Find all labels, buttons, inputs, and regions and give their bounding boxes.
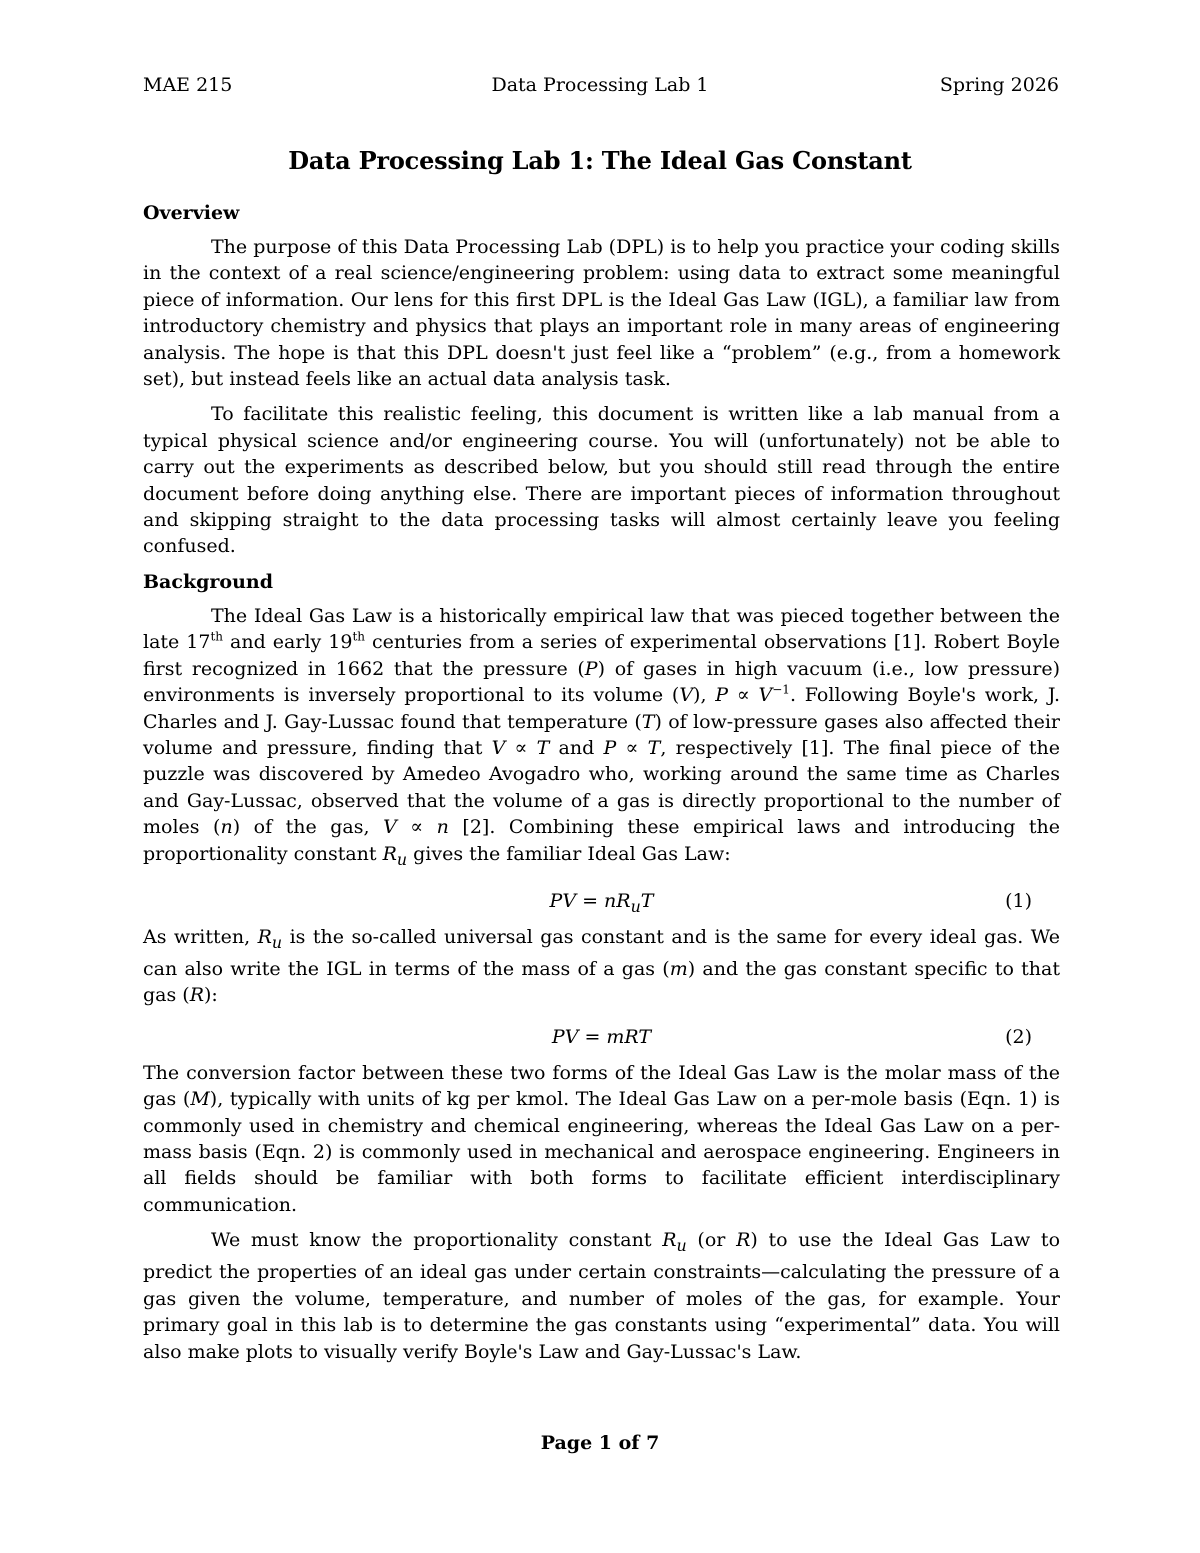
header-lab-name: Data Processing Lab 1 [491, 74, 709, 96]
header-course: MAE 215 [143, 74, 233, 96]
overview-heading: Overview [143, 202, 240, 224]
page-number: Page 1 of 7 [540, 1432, 660, 1454]
document-title: Data Processing Lab 1: The Ideal Gas Constant [288, 146, 912, 175]
background-paragraph-3: The conversion factor between these two forms of the Ideal Gas Law is the molar mass of the gas (M), typically with units of kg per kmol. The Ideal Gas Law on a per-mole basis (Eqn. 1) is commonly used in chemistry and chemical engineering, whereas the Ideal Gas Law on a per-mass basis (Eqn. 2) is commonly used in mechanical and aerospace engineering. Engineers in all fields should be familiar with both forms to facilitate efficient interdisciplinary communication. [143, 1061, 1060, 1216]
equation-1-number: (1) [1005, 889, 1032, 912]
header-term: Spring 2026 [939, 74, 1059, 96]
equation-1: PV = $nR_uT$ (1) [549, 889, 1032, 916]
background-paragraph-1: The Ideal Gas Law is a historically empirical law that was pieced together between the late 17th and early 19th centuries from a series of experimental observations [1]. Robert Boyle first recognized in 1662 that the pressure (P) of gases in high vacuum (i.e., low pressure) environments is inversely proportional to its volume (V), $P \propto V^{-1}$. Following Boyle's work, J. Charles and J. Gay-Lussac found that temperature (T) of low-pressure gases also affected their volume and pressure, finding that V ∝ T and P ∝ T, respectively [1]. The final piece of the puzzle was discovered by Amedeo Avogadro who, working around the same time as Charles and Gay-Lussac, observed that the volume of a gas is directly proportional to the number of moles (n) of the gas, V ∝ n [2]. Combining these empirical laws and introducing the proportionality constant $R_u$ gives the familiar Ideal Gas Law: [143, 604, 1061, 869]
equation-2-number: (2) [1005, 1025, 1032, 1048]
background-heading: Background [143, 570, 273, 593]
overview-paragraph-1: The purpose of this Data Processing Lab (DPL) is to help you practice your coding skills in the context of a real science/engineering problem: using data to extract some meaningful piece of information. Our lens for this first DPL is the Ideal Gas Law (IGL), a familiar law from introductory chemistry and physics that plays an important role in many areas of engineering analysis. The hope is that this DPL doesn't just feel like a “problem” (e.g., from a homework set), but instead feels like an actual data analysis task. [143, 236, 1060, 391]
background-paragraph-2: As written, $R_u$ is the so-called universal gas constant and is the same for every ideal gas. We can also write the IGL in terms of the mass of a gas (m) and the gas constant specific to that gas (R): [143, 925, 1061, 1007]
background-paragraph-4: We must know the proportionality constant $R_u$ (or R) to use the Ideal Gas Law to predict the properties of an ideal gas under certain constraints—calculating the pressure of a gas given the volume, temperature, and number of moles of the gas, for example. Your primary goal in this lab is to determine the gas constants using “experimental” data. You will also make plots to visually verify Boyle's Law and Gay-Lussac's Law. [143, 1229, 1061, 1363]
overview-paragraph-2: To facilitate this realistic feeling, this document is written like a lab manual from a typical physical science and/or engineering course. You will (unfortunately) not be able to carry out the experiments as described below, but you should still read through the entire document before doing anything else. There are important pieces of information throughout and skipping straight to the data processing tasks will almost certainly leave you feeling confused. [143, 403, 1060, 558]
equation-2: PV = mRT (2) [143, 1018, 1060, 1056]
document-body [143, 200, 1060, 1374]
